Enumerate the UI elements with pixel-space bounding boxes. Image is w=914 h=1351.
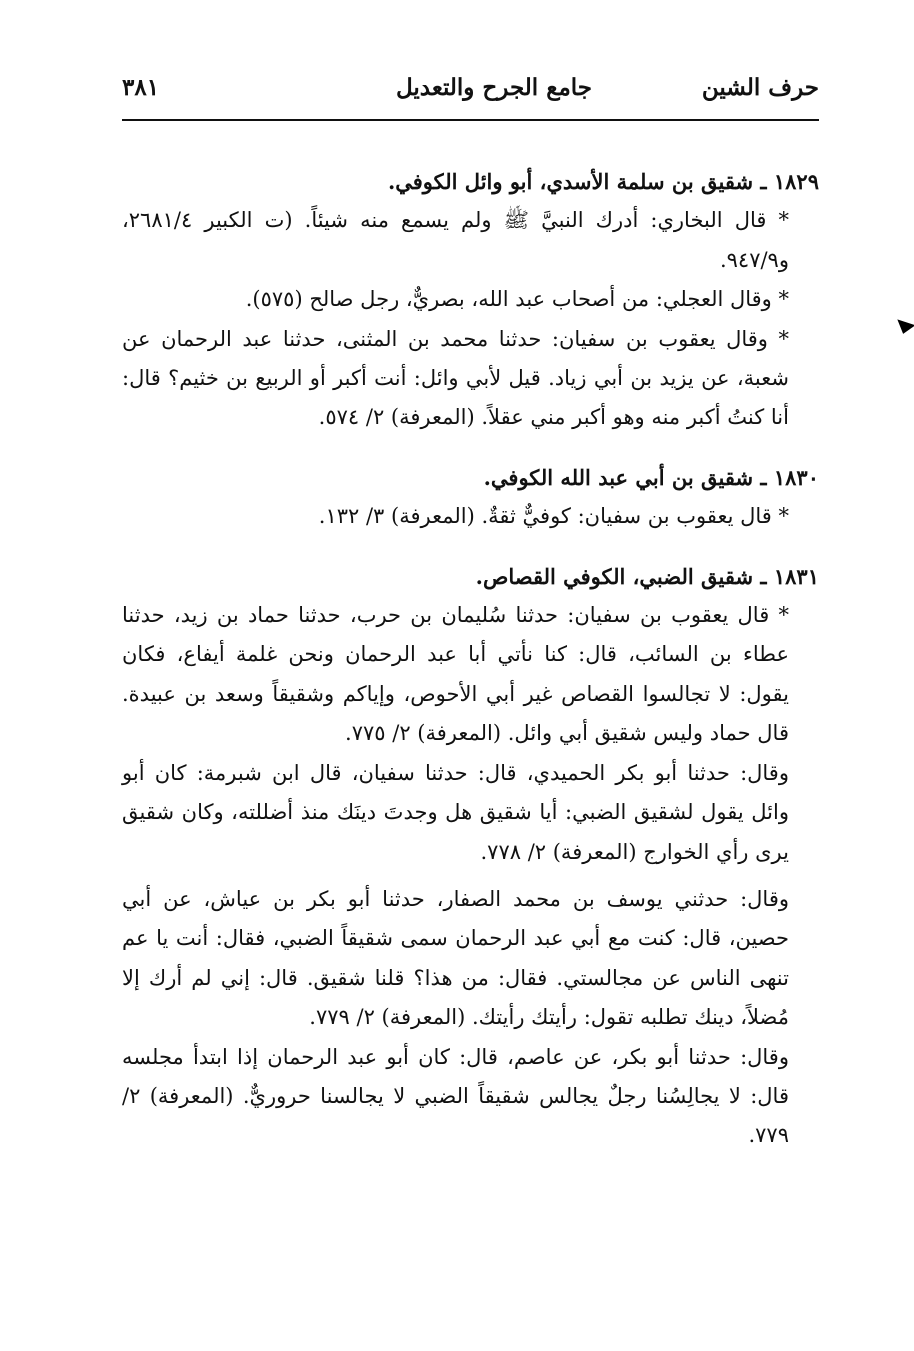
- paragraph-bukhari: * قال البخاري: أدرك النبيَّ ﷺ ولم يسمع منه شيئاً. (ت الكبير ٢٦٨١/٤، و٩٤٧/٩.: [122, 208, 789, 272]
- entry-gap: [122, 438, 819, 458]
- entry-title-1831: ١٨٣١ ـ شقيق الضبي، الكوفي القصاص.: [475, 563, 819, 589]
- page-body: [122, 162, 819, 1156]
- paragraph-asim: وقال: حدثنا أبو بكر، عن عاصم، قال: كان أبو عبد الرحمان إذا ابتدأ مجلسه قال: لا يجالِسُنا رجلٌ يجالس شقيقاً الضبي لا يجالسنا حروريٌّ. (المعرفة) ٢/ ٧٧٩.: [122, 1044, 789, 1148]
- paragraph-yaqub-1830: * قال يعقوب بن سفيان: كوفيٌّ ثقةٌ. (المعرفة) ٣/ ١٣٢.: [318, 504, 789, 529]
- entry-gap: [122, 537, 819, 557]
- entry-title-1830: ١٨٣٠ ـ شقيق بن أبي عبد الله الكوفي.: [483, 464, 819, 490]
- paragraph-yaqub-1829: * وقال يعقوب بن سفيان: حدثنا محمد بن المثنى، حدثنا عبد الرحمان عن شعبة، عن يزيد بن أبي زياد. قيل لأبي وائل: أنت أكبر أو الربيع بن خثيم؟ قال: أنا كنتُ أكبر منه وهو أكبر مني عقلاً. (المعرفة) ٢/ ٥٧٤.: [122, 326, 789, 430]
- header-rule: [122, 119, 819, 121]
- page-number: ٣٨١: [122, 74, 160, 101]
- paragraph-humaydi: وقال: حدثنا أبو بكر الحميدي، قال: حدثنا سفيان، قال ابن شبرمة: كان أبو وائل يقول لشقيق الضبي: أيا شقيق هل وجدتَ دينَك منذ أضللته، وكان شقيق يرى رأي الخوارج (المعرفة) ٢/ ٧٧٨.: [122, 760, 789, 864]
- page-header: [122, 70, 819, 116]
- chapter-title: حرف الشين: [701, 74, 819, 101]
- entry-title-1829: ١٨٢٩ ـ شقيق بن سلمة الأسدي، أبو وائل الكوفي.: [387, 169, 819, 194]
- ink-mark: [894, 319, 914, 336]
- book-title: جامع الجرح والتعديل: [395, 74, 592, 101]
- paragraph-yaqub-1831: * قال يعقوب بن سفيان: حدثنا سُليمان بن حرب، حدثنا حماد بن زيد، حدثنا عطاء بن السائب، قال: كنا نأتي أبا عبد الرحمان ونحن غلمة أيفاع، فكان يقول: لا تجالسوا القصاص غير أبي الأحوص، وإياكم وشقيقاً وسعد بن عبيدة. قال حماد وليس شقيق أبي وائل. (المعرفة) ٢/ ٧٧٥.: [122, 603, 789, 746]
- paragraph-gap: [122, 872, 819, 880]
- paragraph-saffar: وقال: حدثني يوسف بن محمد الصفار، حدثنا أبو بكر بن عياش، عن أبي حصين، قال: كنت مع أبي عبد الرحمان سمى شقيقاً الضبي، فقال: أنت يا عم تنهى الناس عن مجالستي. فقال: من هذا؟ قلنا شقيق. قال: إني لم أرك إلا مُضلاً، دينك تطلبه تقول: رأيتك رأيتك. (المعرفة) ٢/ ٧٧٩.: [122, 886, 789, 1030]
- paragraph-ijli: * وقال العجلي: من أصحاب عبد الله، بصريٌّ، رجل صالح (٥٧٥).: [245, 287, 789, 312]
